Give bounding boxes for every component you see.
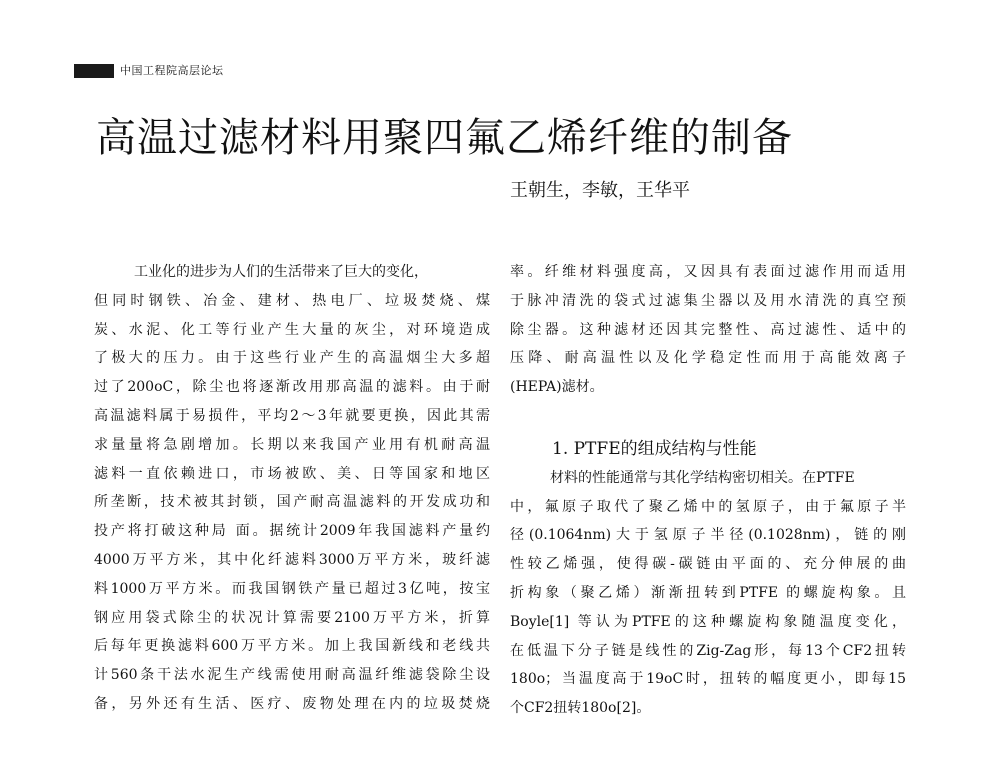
journal-header-bar — [74, 64, 114, 78]
text-line: 备，另外还有生活、医疗、废物处理在内的垃圾焚烧 — [94, 695, 490, 712]
text-line: 工业化的进步为人们的生活带来了巨大的变化， — [134, 264, 428, 280]
text-line: 个CF2扭转180o[2]。 — [510, 700, 651, 717]
text-line: 所垄断，技术被其封锁，国产耐高温滤料的开发成功和 — [94, 494, 490, 511]
authors: 王朝生，李敏，王华平 — [510, 180, 690, 201]
journal-name: 中国工程院高层论坛 — [120, 64, 224, 77]
text-line: 除尘器。这种滤材还因其完整性、高过滤性、适中的 — [510, 321, 906, 338]
right-column — [510, 258, 906, 723]
text-line: 过了200oC，除尘也将逐渐改用那高温的滤料。由于耐 — [94, 379, 490, 396]
journal-header — [74, 64, 224, 78]
text-line: 于脉冲清洗的袋式过滤集尘器以及用水清洗的真空预 — [510, 292, 906, 309]
text-line: 率。纤维材料强度高，又因具有表面过滤作用而适用 — [510, 264, 906, 280]
paper-title: 高温过滤材料用聚四氟乙烯纤维的制备 — [96, 115, 793, 161]
text-line: 但同时钢铁、冶金、建材、热电厂、垃圾焚烧、煤 — [94, 292, 490, 309]
text-line: (HEPA)滤材。 — [510, 379, 604, 396]
text-line: 径(0.1064nm)大于氢原子半径(0.1028nm)，链的刚 — [510, 527, 906, 544]
text-line: 料1000万平方米。而我国钢铁产量已超过3亿吨，按宝 — [94, 580, 490, 597]
text-line: 炭、水泥、化工等行业产生大量的灰尘，对环境造成 — [94, 321, 490, 338]
text-line: 在低温下分子链是线性的Zig-Zag形，每13个CF2扭转 — [510, 642, 906, 659]
text-line: Boyle[1] 等认为PTFE的这种螺旋构象随温度变化， — [510, 613, 906, 630]
left-column — [94, 258, 490, 719]
text-line: 材料的性能通常与其化学结构密切相关。在PTFE — [550, 469, 855, 486]
text-line: 4000万平方米，其中化纤滤料3000万平方米，玻纤滤 — [94, 551, 490, 568]
text-line: 压降、耐高温性以及化学稳定性而用于高能效离子 — [510, 350, 906, 367]
text-line: 后每年更换滤料600万平方米。加上我国新线和老线共 — [94, 638, 490, 655]
text-line: 折构象（聚乙烯）渐渐扭转到PTFE 的螺旋构象。且 — [510, 584, 906, 601]
text-line: 了极大的压力。由于这些行业产生的高温烟尘大多超 — [94, 350, 490, 367]
text-line: 计560条干法水泥生产线需使用耐高温纤维滤袋除尘设 — [94, 667, 490, 684]
text-line: 性较乙烯强，使得碳-碳链由平面的、充分伸展的曲 — [510, 556, 906, 573]
text-line: 180o；当温度高于19oC时，扭转的幅度更小，即每15 — [510, 671, 906, 688]
section-heading: 1. PTFE的组成结构与性能 — [552, 438, 757, 459]
text-line: 投产将打破这种局 面。据统计2009年我国滤料产量约 — [94, 523, 490, 540]
paragraph-gap — [510, 402, 906, 435]
text-line: 中，氟原子取代了聚乙烯中的氢原子，由于氟原子半 — [510, 498, 906, 515]
text-line: 滤料一直依赖进口，市场被欧、美、日等国家和地区 — [94, 465, 490, 482]
text-line: 钢应用袋式除尘的状况计算需要2100万平方米，折算 — [94, 609, 490, 626]
text-line: 高温滤料属于易损件，平均2～3年就要更换，因此其需 — [94, 407, 490, 424]
text-line: 求量量将急剧增加。长期以来我国产业用有机耐高温 — [94, 436, 490, 453]
